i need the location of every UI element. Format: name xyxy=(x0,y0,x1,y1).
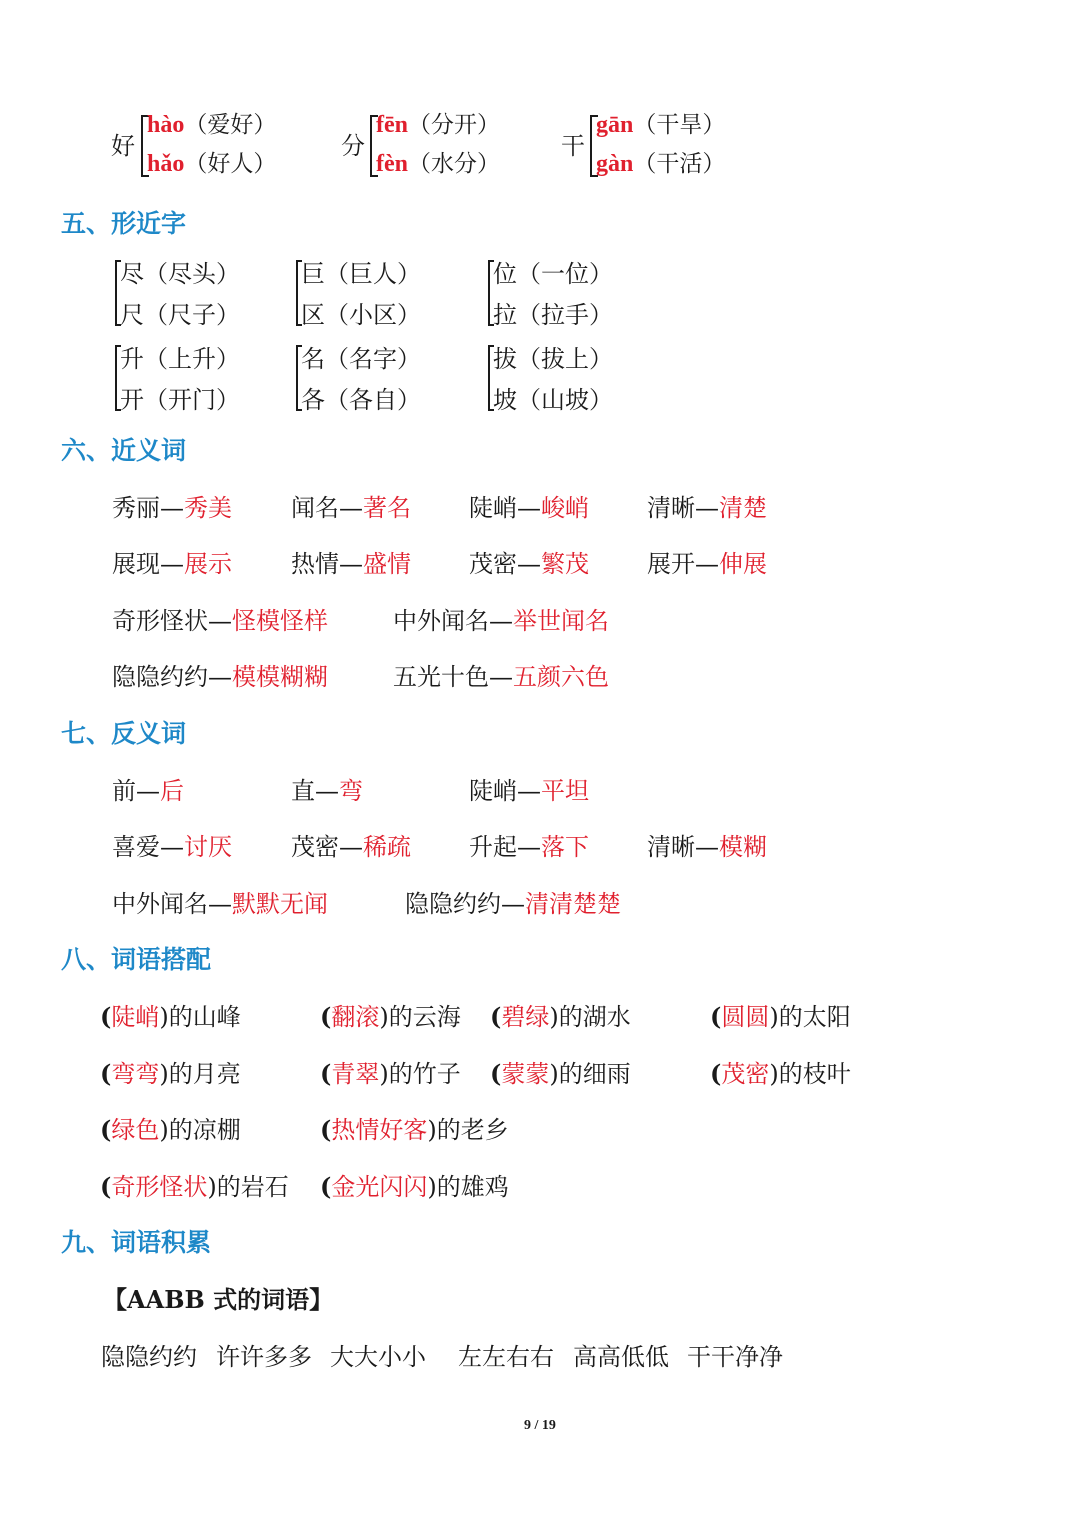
polyphone-reading: gàn（干活） xyxy=(596,151,726,177)
section-heading-synonyms: 六、近义词 xyxy=(61,436,187,465)
collocation-item: (绿色)的凉棚 xyxy=(100,1115,241,1144)
antonym-pair: 中外闻名—默默无闻 xyxy=(112,890,328,918)
antonym-pair: 前—后 xyxy=(112,777,184,805)
page-number: 9 / 19 xyxy=(524,1418,556,1433)
synonym-pair: 闻名—著名 xyxy=(291,494,411,522)
polyphone-reading: hǎo（好人） xyxy=(147,151,277,177)
antonym-pair: 陡峭—平坦 xyxy=(469,777,589,805)
section-heading-similar-chars: 五、形近字 xyxy=(61,209,187,238)
section-heading-vocabulary: 九、词语积累 xyxy=(61,1228,212,1257)
synonym-pair: 展开—伸展 xyxy=(647,550,767,578)
collocation-item: (翻滚)的云海 xyxy=(320,1002,461,1031)
similar-char-item: 拉（拉手） xyxy=(493,301,613,329)
polyphone-reading: gān（干旱） xyxy=(596,112,726,138)
polyphone-char: 干 xyxy=(561,132,585,160)
aabb-label: 【AABB 式的词语】 xyxy=(103,1285,334,1314)
antonym-pair: 茂密—稀疏 xyxy=(291,833,411,861)
collocation-item: (茂密)的枝叶 xyxy=(710,1059,851,1088)
synonym-pair: 秀丽—秀美 xyxy=(112,494,232,522)
section-heading-collocations: 八、词语搭配 xyxy=(61,945,212,974)
similar-char-item: 位（一位） xyxy=(493,260,613,288)
synonym-pair: 隐隐约约—模模糊糊 xyxy=(112,663,328,691)
collocation-item: (金光闪闪)的雄鸡 xyxy=(320,1172,509,1201)
synonym-pair: 奇形怪状—怪模怪样 xyxy=(112,607,328,635)
antonym-pair: 喜爱—讨厌 xyxy=(112,833,232,861)
similar-char-item: 升（上升） xyxy=(120,345,240,373)
polyphone-reading: fèn（水分） xyxy=(376,151,500,177)
collocation-item: (蒙蒙)的细雨 xyxy=(490,1059,631,1088)
similar-char-item: 各（各自） xyxy=(301,386,421,414)
synonym-pair: 陡峭—峻峭 xyxy=(469,494,589,522)
antonym-pair: 清晰—模糊 xyxy=(647,833,767,861)
similar-char-item: 坡（山坡） xyxy=(493,386,613,414)
polyphone-reading: fēn（分开） xyxy=(376,112,500,138)
synonym-pair: 展现—展示 xyxy=(112,550,232,578)
collocation-item: (奇形怪状)的岩石 xyxy=(100,1172,289,1201)
section-heading-antonyms: 七、反义词 xyxy=(61,719,187,748)
similar-char-item: 尽（尽头） xyxy=(120,260,240,288)
synonym-pair: 清晰—清楚 xyxy=(647,494,767,522)
collocation-item: (碧绿)的湖水 xyxy=(490,1002,631,1031)
collocation-item: (青翠)的竹子 xyxy=(320,1059,461,1088)
collocation-item: (陡峭)的山峰 xyxy=(100,1002,241,1031)
synonym-pair: 热情—盛情 xyxy=(291,550,411,578)
antonym-pair: 隐隐约约—清清楚楚 xyxy=(405,890,621,918)
synonym-pair: 茂密—繁茂 xyxy=(469,550,589,578)
synonym-pair: 五光十色—五颜六色 xyxy=(393,663,609,691)
similar-char-item: 开（开门） xyxy=(120,386,240,414)
synonym-pair: 中外闻名—举世闻名 xyxy=(393,607,609,635)
aabb-word: 左左右右 xyxy=(458,1343,554,1371)
aabb-word: 许许多多 xyxy=(216,1343,312,1371)
antonym-pair: 直—弯 xyxy=(291,777,363,805)
polyphone-reading: hào（爱好） xyxy=(147,112,277,138)
similar-char-item: 拔（拔上） xyxy=(493,345,613,373)
collocation-item: (热情好客)的老乡 xyxy=(320,1115,509,1144)
similar-char-item: 名（名字） xyxy=(301,345,421,373)
aabb-word: 干干净净 xyxy=(687,1343,783,1371)
similar-char-item: 尺（尺子） xyxy=(120,301,240,329)
polyphone-char: 好 xyxy=(111,132,135,160)
aabb-word: 大大小小 xyxy=(330,1343,426,1371)
polyphone-char: 分 xyxy=(341,132,365,160)
similar-char-item: 巨（巨人） xyxy=(301,260,421,288)
antonym-pair: 升起—落下 xyxy=(469,833,589,861)
similar-char-item: 区（小区） xyxy=(301,301,421,329)
aabb-word: 高高低低 xyxy=(573,1343,669,1371)
aabb-word: 隐隐约约 xyxy=(101,1343,197,1371)
collocation-item: (圆圆)的太阳 xyxy=(710,1002,851,1031)
collocation-item: (弯弯)的月亮 xyxy=(100,1059,241,1088)
